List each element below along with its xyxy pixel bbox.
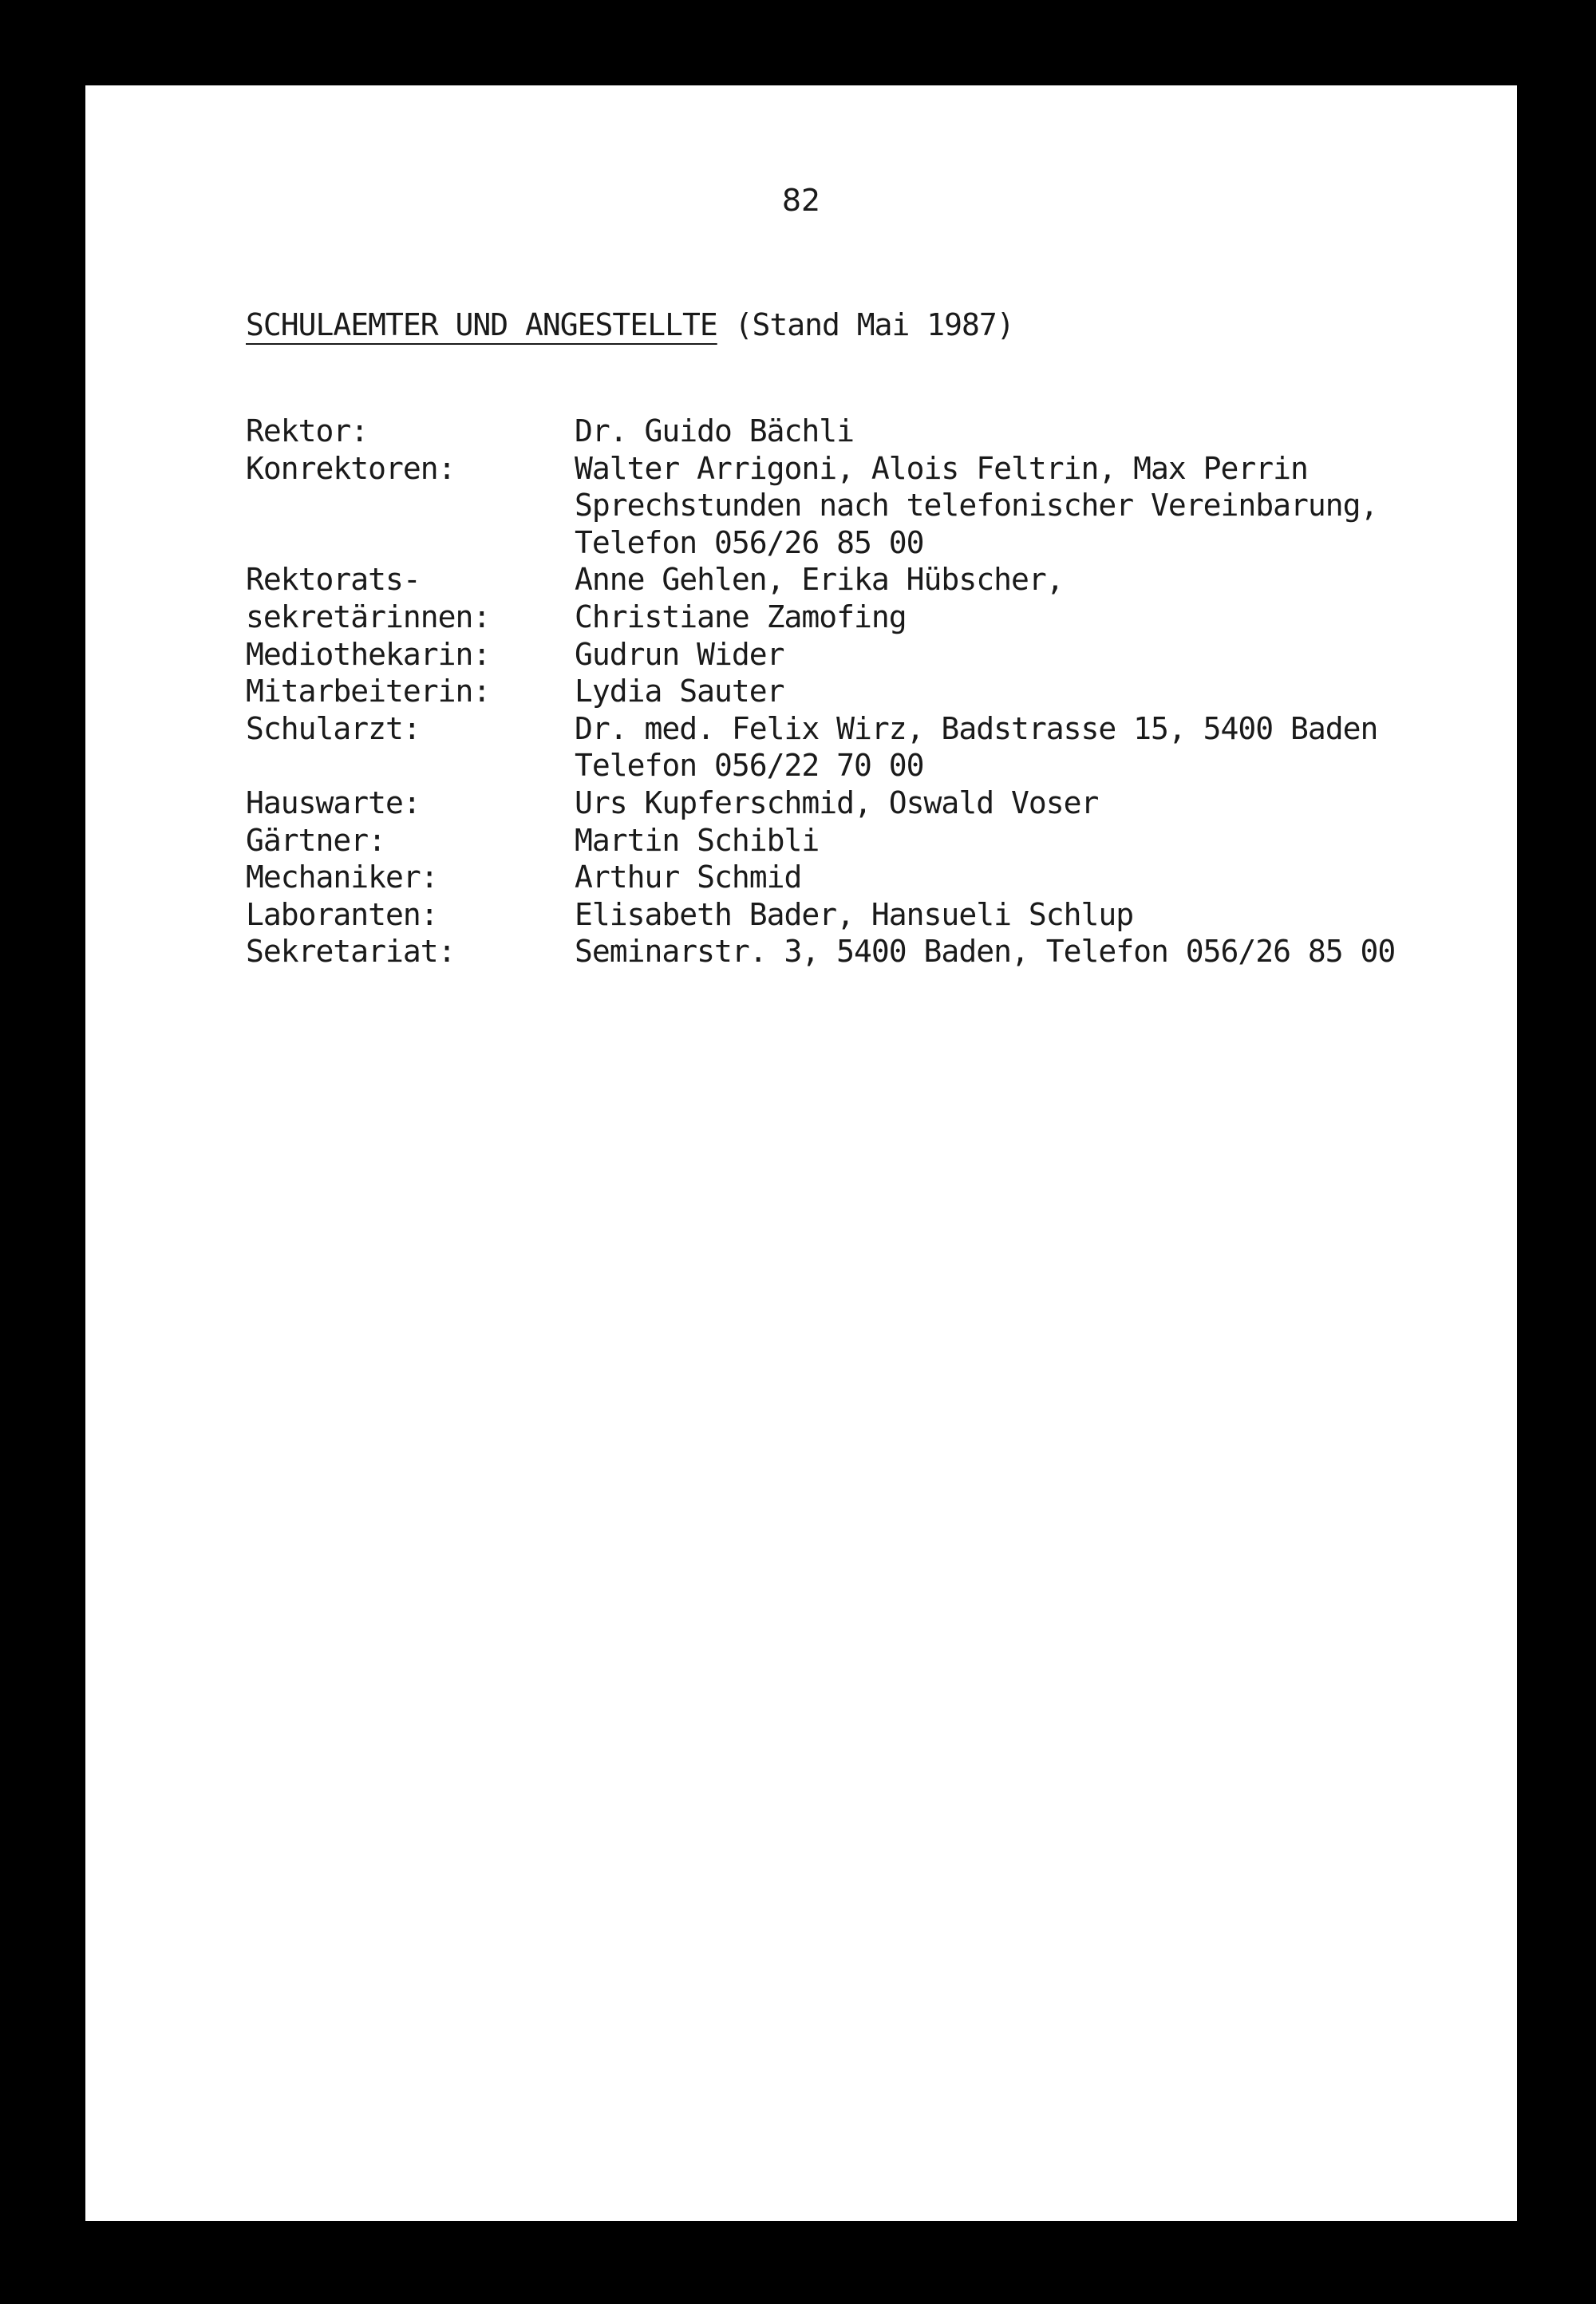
entry-label: Gärtner: bbox=[246, 822, 386, 858]
entry-label: Konrektoren: bbox=[246, 450, 456, 486]
section-heading bbox=[246, 307, 1014, 342]
entry-value: Gudrun Wider bbox=[575, 636, 784, 672]
list-item bbox=[246, 710, 1395, 784]
list-item bbox=[246, 413, 1395, 450]
list-item bbox=[246, 673, 1395, 710]
list-item bbox=[246, 561, 1395, 599]
entry-label: Mechaniker: bbox=[246, 860, 438, 895]
page-number: 82 bbox=[781, 183, 821, 218]
entry-value: Christiane Zamofing bbox=[575, 599, 907, 634]
entry-label: Schularzt: bbox=[246, 710, 421, 746]
entry-value: Arthur Schmid bbox=[575, 860, 802, 895]
entry-label: Hauswarte: bbox=[246, 784, 421, 820]
list-item bbox=[246, 636, 1395, 674]
list-item bbox=[246, 933, 1395, 970]
entry-value: Elisabeth Bader, Hansueli Schlup bbox=[575, 896, 1134, 932]
list-item bbox=[246, 859, 1395, 896]
entry-value: Anne Gehlen, Erika Hübscher, bbox=[575, 562, 1064, 598]
entry-value: Dr. Guido Bächli bbox=[575, 413, 855, 449]
entry-label: Rektor: bbox=[246, 413, 369, 449]
entry-value: Telefon 056/26 85 00 bbox=[575, 524, 924, 560]
heading-date-note: (Stand Mai 1987) bbox=[734, 307, 1014, 342]
staff-list bbox=[246, 413, 1395, 970]
document-page bbox=[85, 85, 1517, 2221]
list-item bbox=[246, 450, 1395, 562]
entry-label: Mediothekarin: bbox=[246, 636, 491, 672]
list-item bbox=[246, 896, 1395, 934]
entry-value: Urs Kupferschmid, Oswald Voser bbox=[575, 784, 1099, 820]
entry-value: Sprechstunden nach telefonischer Vereinbarung, bbox=[575, 488, 1378, 524]
list-item bbox=[246, 599, 1395, 636]
entry-label: Sekretariat: bbox=[246, 934, 456, 970]
heading-title: SCHULAEMTER UND ANGESTELLTE bbox=[246, 307, 717, 342]
entry-value: Lydia Sauter bbox=[575, 674, 784, 709]
entry-label: Mitarbeiterin: bbox=[246, 674, 491, 709]
entry-label: sekretärinnen: bbox=[246, 599, 491, 634]
entry-value: Martin Schibli bbox=[575, 822, 820, 858]
entry-label: Rektorats- bbox=[246, 562, 421, 598]
entry-value: Seminarstr. 3, 5400 Baden, Telefon 056/26 85 00 bbox=[575, 934, 1396, 970]
entry-label: Laboranten: bbox=[246, 896, 438, 932]
entry-value: Telefon 056/22 70 00 bbox=[575, 748, 924, 784]
list-item bbox=[246, 784, 1395, 822]
entry-value: Dr. med. Felix Wirz, Badstrasse 15, 5400 Baden bbox=[575, 710, 1378, 746]
entry-value: Walter Arrigoni, Alois Feltrin, Max Perrin bbox=[575, 450, 1308, 486]
list-item bbox=[246, 822, 1395, 860]
